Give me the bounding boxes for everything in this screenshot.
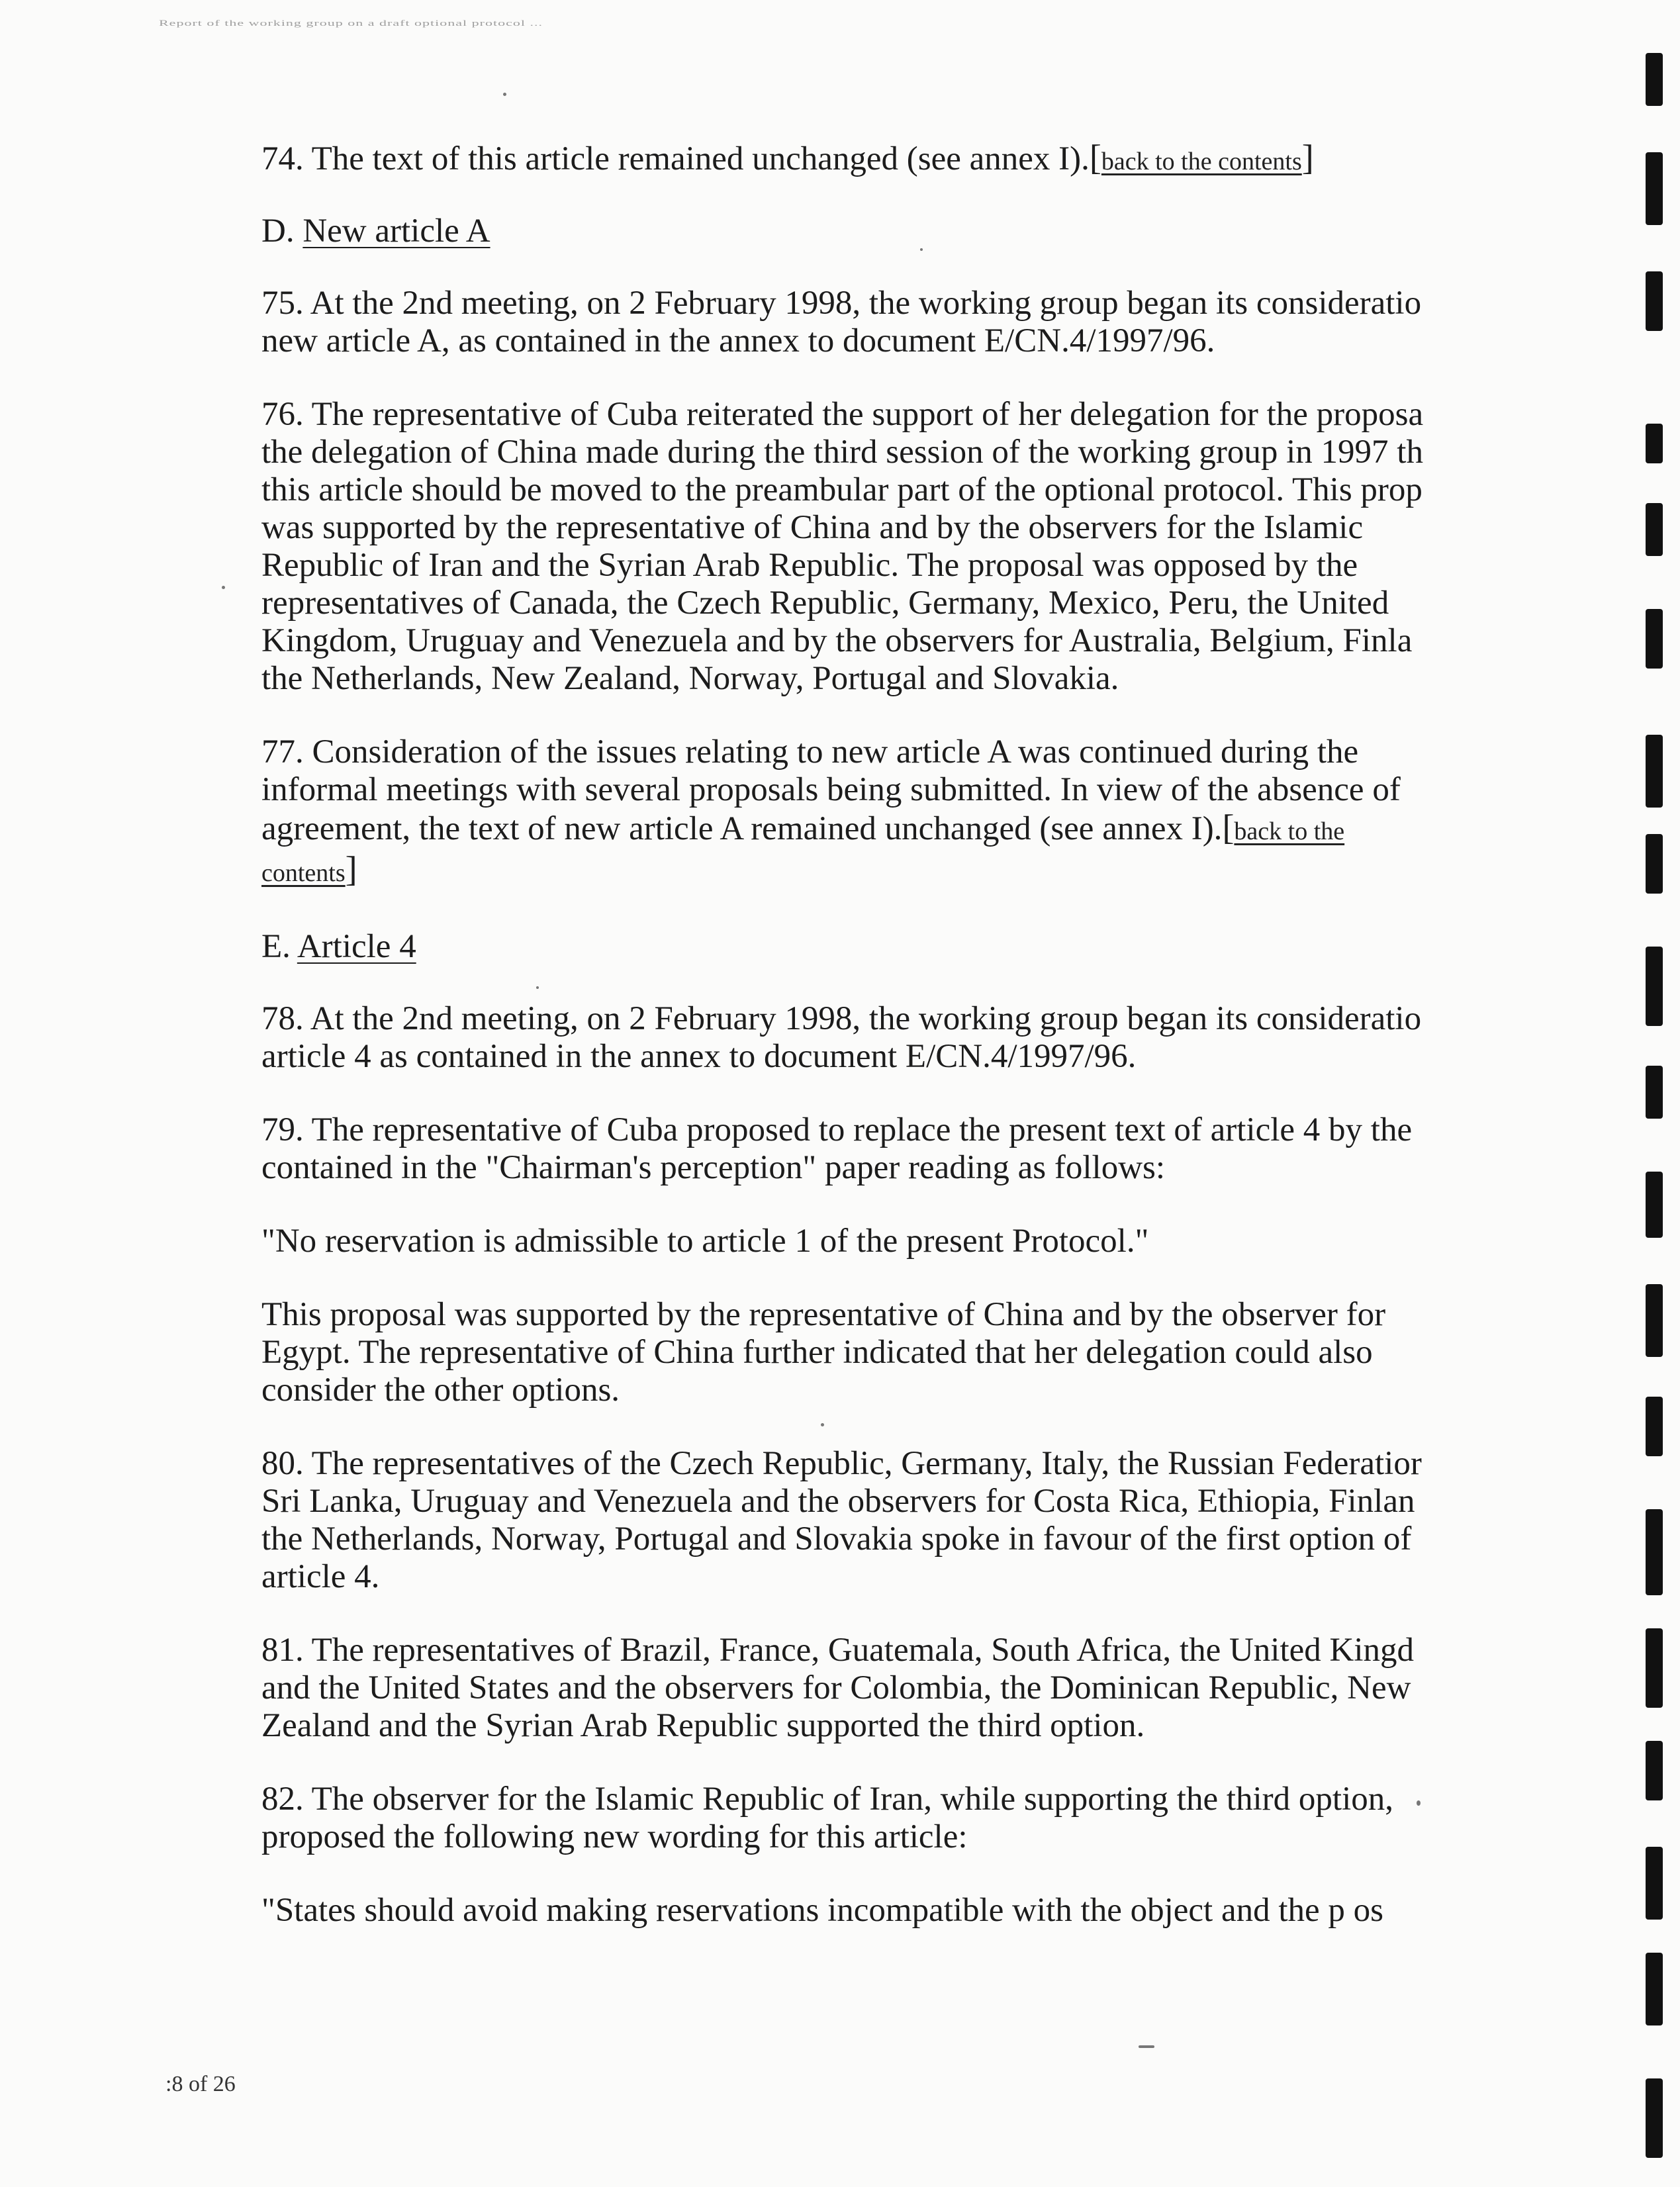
text-line: and the United States and the observers for Colombia, the Dominican Republic, New	[261, 1669, 1411, 1706]
text-line: the delegation of China made during the third session of the working group in 1997 th	[261, 434, 1423, 471]
text-line: article 4 as contained in the annex to document E/CN.4/1997/96.	[261, 1038, 1137, 1075]
binding-hole-mark	[1646, 609, 1663, 669]
binding-hole-mark	[1646, 53, 1663, 106]
back-to-contents-link-continued[interactable]: contents	[261, 859, 346, 887]
text-line: 80. The representatives of the Czech Republic, Germany, Italy, the Russian Federatior	[261, 1445, 1422, 1482]
text-line: was supported by the representative of China and by the observers for the Islamic	[261, 509, 1364, 546]
paragraph-77	[261, 733, 1612, 892]
text-line: Egypt. The representative of China further indicated that her delegation could also	[261, 1334, 1373, 1371]
text-line: contained in the "Chairman's perception" paper reading as follows:	[261, 1149, 1166, 1186]
heading-prefix: D.	[261, 212, 303, 250]
quoted-proposal-2	[261, 1892, 1612, 1930]
section-heading-d	[261, 212, 1612, 250]
scan-speck	[920, 248, 923, 251]
heading-title: New article A	[303, 212, 490, 250]
binding-hole-mark	[1646, 1066, 1663, 1119]
scan-speck	[222, 586, 225, 589]
binding-hole-mark	[1646, 1847, 1663, 1920]
running-header: Report of the working group on a draft optional protocol ...	[159, 19, 543, 28]
text-line: representatives of Canada, the Czech Republic, Germany, Mexico, Peru, the United	[261, 584, 1389, 622]
binding-hole-mark	[1646, 834, 1663, 894]
paragraph-81	[261, 1632, 1612, 1745]
text-line: 82. The observer for the Islamic Republic of Iran, while supporting the third option,	[261, 1781, 1393, 1818]
paragraph-74	[261, 139, 1612, 181]
scan-speck	[1417, 1800, 1421, 1806]
text-line: 76. The representative of Cuba reiterated the support of her delegation for the proposa	[261, 396, 1424, 433]
document-body	[261, 139, 1612, 1965]
paragraph-79-continued	[261, 1296, 1612, 1409]
bracket-open: [	[1089, 138, 1101, 177]
text-line: new article A, as contained in the annex to document E/CN.4/1997/96.	[261, 322, 1215, 359]
text-line: Zealand and the Syrian Arab Republic supported the third option.	[261, 1707, 1145, 1744]
paragraph-79	[261, 1111, 1612, 1187]
binding-hole-mark	[1646, 503, 1663, 556]
text-line: article 4.	[261, 1558, 380, 1595]
text-line: the Netherlands, Norway, Portugal and Slovakia spoke in favour of the first option of	[261, 1520, 1412, 1558]
page-number: :8 of 26	[165, 2072, 236, 2096]
binding-hole-mark	[1646, 1628, 1663, 1708]
text-line: "No reservation is admissible to article 1 of the present Protocol."	[261, 1223, 1149, 1260]
bracket-open: [	[1222, 809, 1235, 847]
heading-title: Article 4	[297, 928, 416, 965]
back-to-contents-link[interactable]: back to the	[1234, 817, 1345, 845]
paragraph-80	[261, 1445, 1612, 1596]
text-line: this article should be moved to the preambular part of the optional protocol. This prop	[261, 471, 1423, 508]
section-heading-e	[261, 928, 1612, 966]
quoted-proposal-1	[261, 1223, 1612, 1260]
binding-hole-mark	[1646, 2078, 1663, 2158]
text-line: informal meetings with several proposals being submitted. In view of the absence of	[261, 771, 1401, 808]
scan-speck	[1139, 2045, 1154, 2048]
binding-hole-mark	[1646, 1509, 1663, 1595]
text-line: 78. At the 2nd meeting, on 2 February 1998, the working group began its consideratio	[261, 1000, 1422, 1037]
binding-hole-mark	[1646, 1397, 1663, 1456]
paragraph-75	[261, 285, 1612, 360]
back-to-contents-link[interactable]: back to the contents	[1101, 148, 1302, 175]
scan-speck	[821, 1423, 824, 1426]
text-line: 77. Consideration of the issues relating to new article A was continued during the	[261, 733, 1359, 770]
text-line: 81. The representatives of Brazil, France, Guatemala, South Africa, the United Kingd	[261, 1632, 1415, 1669]
text-segment: agreement, the text of new article A remained unchanged (see annex I).	[261, 810, 1223, 847]
binding-hole-mark	[1646, 1741, 1663, 1800]
text-line: the Netherlands, New Zealand, Norway, Portugal and Slovakia.	[261, 660, 1119, 697]
binding-hole-mark	[1646, 271, 1663, 331]
binding-hole-mark	[1646, 1172, 1663, 1238]
paragraph-76	[261, 396, 1612, 698]
text-line: "States should avoid making reservations incompatible with the object and the p os	[261, 1892, 1383, 1929]
binding-hole-mark	[1646, 424, 1663, 463]
binding-hole-mark	[1646, 735, 1663, 808]
text-line: Republic of Iran and the Syrian Arab Republic. The proposal was opposed by the	[261, 547, 1358, 584]
text-line	[261, 809, 1612, 851]
bracket-close: ]	[1301, 138, 1314, 177]
paragraph-text: 74. The text of this article remained unchanged (see annex I).	[261, 140, 1090, 177]
bracket-close: ]	[345, 851, 357, 889]
text-line	[261, 851, 1612, 892]
binding-edge	[1635, 0, 1680, 2187]
scan-speck	[503, 93, 506, 96]
binding-hole-mark	[1646, 947, 1663, 1026]
text-line: proposed the following new wording for this article:	[261, 1818, 968, 1855]
paragraph-78	[261, 1000, 1612, 1076]
text-line: 79. The representative of Cuba proposed to replace the present text of article 4 by the	[261, 1111, 1413, 1148]
binding-hole-mark	[1646, 152, 1663, 225]
binding-hole-mark	[1646, 1953, 1663, 2025]
scan-speck	[536, 986, 539, 989]
text-line: 75. At the 2nd meeting, on 2 February 1998, the working group began its consideratio	[261, 285, 1422, 322]
text-line: consider the other options.	[261, 1372, 620, 1409]
text-line: Kingdom, Uruguay and Venezuela and by the observers for Australia, Belgium, Finla	[261, 622, 1413, 659]
text-line: This proposal was supported by the representative of China and by the observer for	[261, 1296, 1386, 1333]
binding-hole-mark	[1646, 1284, 1663, 1357]
text-line: Sri Lanka, Uruguay and Venezuela and the observers for Costa Rica, Ethiopia, Finlan	[261, 1483, 1415, 1520]
paragraph-82	[261, 1781, 1612, 1856]
heading-prefix: E.	[261, 928, 297, 965]
